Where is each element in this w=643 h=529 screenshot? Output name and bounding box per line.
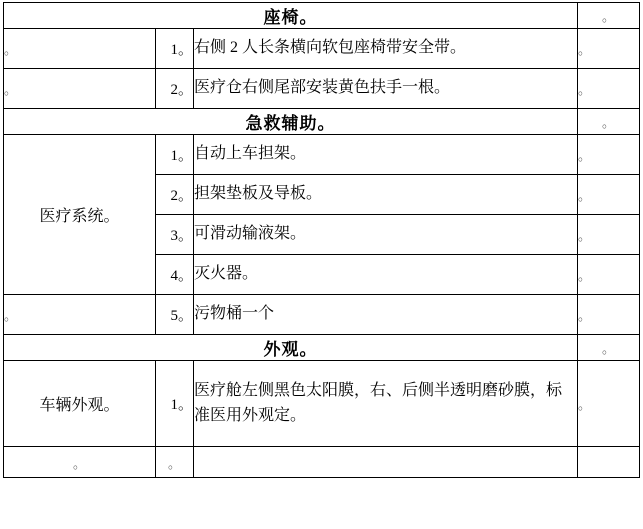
section-title-emergency-aid: 急救辅助。	[4, 109, 578, 135]
section-header-row	[4, 335, 640, 361]
row-number: 3。	[156, 215, 194, 255]
row-text: 右侧 2 人长条横向软包座椅带安全带。	[194, 29, 578, 69]
table-row	[4, 361, 640, 447]
footer-text-mark	[194, 447, 578, 478]
footer-label-mark: 。	[4, 447, 156, 478]
row-text: 灭火器。	[194, 255, 578, 295]
row-number: 4。	[156, 255, 194, 295]
section-title-appearance: 外观。	[4, 335, 578, 361]
row-mark: 。	[578, 295, 640, 335]
footer-number-mark: 。	[156, 447, 194, 478]
row-mark: 。	[578, 135, 640, 175]
row-mark: 。	[578, 361, 640, 447]
row-number: 2。	[156, 69, 194, 109]
table-row	[4, 29, 640, 69]
table-row-footer	[4, 447, 640, 478]
row-label-empty: 。	[4, 69, 156, 109]
row-text: 医疗仓右侧尾部安装黄色扶手一根。	[194, 69, 578, 109]
section-header-row	[4, 109, 640, 135]
row-text: 可滑动输液架。	[194, 215, 578, 255]
row-text: 污物桶一个	[194, 295, 578, 335]
group-label-medical-system: 医疗系统。	[4, 135, 156, 295]
footer-mark	[578, 447, 640, 478]
row-number: 5。	[156, 295, 194, 335]
row-number: 2。	[156, 175, 194, 215]
row-label-empty: 。	[4, 295, 156, 335]
section-title-seats: 座椅。	[4, 3, 578, 29]
row-label-empty: 。	[4, 29, 156, 69]
row-mark: 。	[578, 175, 640, 215]
group-label-vehicle-appearance: 车辆外观。	[4, 361, 156, 447]
row-number: 1。	[156, 135, 194, 175]
section-header-row	[4, 3, 640, 29]
row-number: 1。	[156, 29, 194, 69]
row-text: 医疗舱左侧黑色太阳膜，右、后侧半透明磨砂膜，标准医用外观定。	[194, 361, 578, 447]
table-row	[4, 295, 640, 335]
row-mark: 。	[578, 69, 640, 109]
row-text: 自动上车担架。	[194, 135, 578, 175]
row-mark: 。	[578, 255, 640, 295]
row-mark: 。	[578, 215, 640, 255]
row-number: 1。	[156, 361, 194, 447]
table-row	[4, 135, 640, 175]
specification-table	[3, 2, 640, 478]
section-mark-emergency-aid: 。	[578, 109, 640, 135]
row-text: 担架垫板及导板。	[194, 175, 578, 215]
table-row	[4, 69, 640, 109]
row-mark: 。	[578, 29, 640, 69]
section-mark-seats: 。	[578, 3, 640, 29]
section-mark-appearance: 。	[578, 335, 640, 361]
